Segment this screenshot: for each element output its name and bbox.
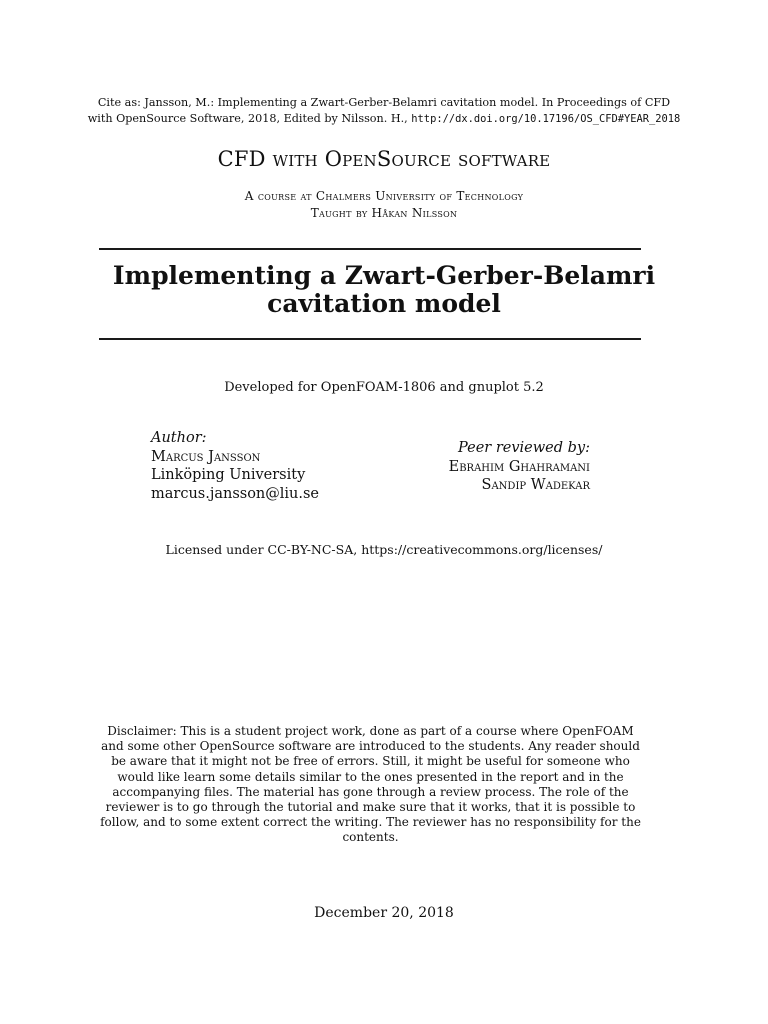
citation-line-1: Cite as: Jansson, M.: Implementing a Zwart-Gerber-Belamri cavitation model. In Proceedings of CFD: [97, 96, 671, 109]
title-rule-top: [99, 248, 641, 250]
title-rule-bottom: [99, 338, 641, 340]
course-title: CFD with OpenSource software: [217, 147, 551, 171]
license-text: Licensed under CC-BY-NC-SA, https://creativecommons.org/licenses/: [165, 542, 603, 557]
peer-review-label: Peer reviewed by:: [458, 440, 590, 456]
document-title-line-1: Implementing a Zwart-Gerber-Belamri: [112, 261, 656, 290]
citation-block: [0, 95, 768, 127]
document-title-line-2: cavitation model: [267, 289, 501, 318]
author-block: [151, 429, 319, 503]
citation-url[interactable]: http://dx.doi.org/10.17196/OS_CFD#YEAR_2018: [411, 113, 681, 125]
author-email[interactable]: marcus.jansson@liu.se: [151, 485, 320, 502]
course-subtitle-line-1: A course at Chalmers University of Technology: [244, 189, 524, 203]
author-name: Marcus Jansson: [151, 448, 261, 465]
author-label: Author:: [151, 430, 207, 446]
developed-for: Developed for OpenFOAM-1806 and gnuplot 5.2: [224, 380, 544, 395]
disclaimer-text: Disclaimer: This is a student project work, done as part of a course where OpenFOAM and some other OpenSource software are introduced to the students. Any reader should be aware that it might not be free of errors. Still, it might be useful for someone who would like learn some details similar to the ones presented in the report and in the accompanying files. The material has gone through a review process. The role of the reviewer is to go through the tutorial and make sure that it works, that it is possible to follow, and to some extent correct the writing. The reviewer has no responsibility for the contents.: [100, 724, 641, 845]
course-subtitle-line-2: Taught by Håkan Nilsson: [310, 206, 458, 220]
document-title: [0, 262, 768, 318]
citation-line-2-text: with OpenSource Software, 2018, Edited by Nilsson. H.,: [87, 112, 412, 125]
reviewer-2: Sandip Wadekar: [481, 477, 590, 493]
document-date: December 20, 2018: [314, 905, 454, 921]
peer-review-block: [449, 439, 590, 495]
reviewer-1: Ebrahim Ghahramani: [448, 458, 590, 475]
author-affiliation: Linköping University: [151, 467, 306, 483]
citation-line-2: [0, 111, 768, 127]
